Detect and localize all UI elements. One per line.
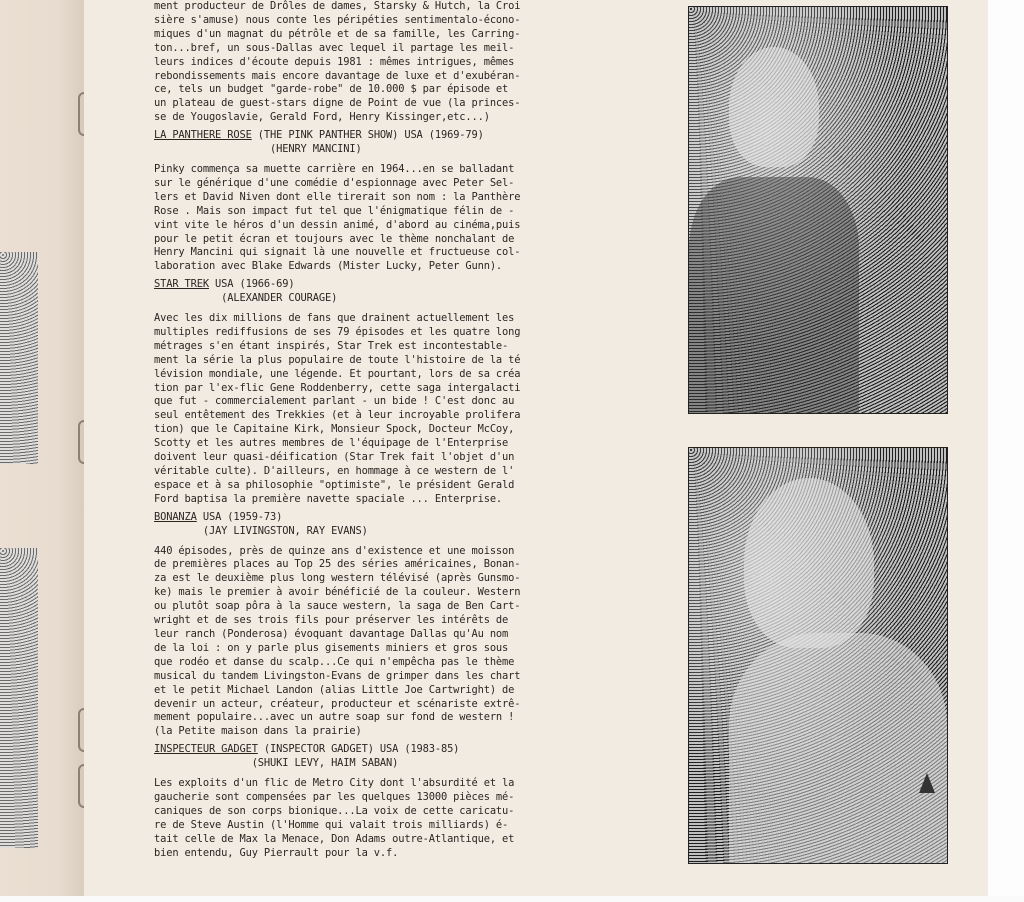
spock-photo	[688, 6, 948, 414]
text-line: véritable culte). D'ailleurs, en hommage à ce western de l'	[154, 465, 515, 477]
composer-line	[154, 757, 654, 771]
composer-indent	[154, 143, 270, 155]
series-meta: (THE PINK PANTHER SHOW) USA (1969-79)	[251, 129, 484, 142]
entry-body	[154, 312, 654, 507]
text-line: un plateau de guest-stars digne de Point de vue (la princes-	[154, 97, 521, 110]
photo-subject	[729, 47, 819, 167]
composer-indent	[154, 292, 221, 304]
entry-heading	[154, 511, 654, 539]
composer-line	[154, 525, 654, 539]
text-line: za est le deuxième plus long western télévisé (après Gunsmo-	[154, 572, 521, 585]
text-line: doivent leur quasi-déification (Star Trek fait l'objet d'un	[154, 451, 515, 464]
text-line: Ford baptisa la première navette spaciale ... Enterprise.	[154, 492, 503, 505]
series-title: STAR TREK	[154, 278, 209, 291]
text-line: que rodéo et danse du scalp...Ce qui n'empêcha pas le thème	[154, 655, 515, 668]
text-line: ce, tels un budget "garde-robe" de 10.000 $ par épisode et	[154, 83, 509, 96]
text-line: ke) mais le premier à avoir bénéficié de la couleur. Western	[154, 586, 521, 599]
text-line: laboration avec Blake Edwards (Mister Lucky, Peter Gunn).	[154, 260, 503, 273]
text-line: rebondissements mais encore davantage de luxe et d'exubéran-	[154, 69, 521, 82]
photo-subject	[729, 633, 947, 863]
text-line: caniques de son corps bionique...La voix de cette caricatu-	[154, 804, 515, 817]
text-line: bien entendu, Guy Pierrault pour la v.f.	[154, 846, 399, 859]
text-line: leur ranch (Ponderosa) évoquant davantage Dallas qu'Au nom	[154, 627, 509, 640]
left-page-photo	[0, 252, 38, 464]
kirk-photo	[688, 447, 948, 864]
series-meta: (INSPECTOR GADGET) USA (1983-85)	[257, 743, 460, 756]
text-line: ment la série la plus populaire de toute l'histoire de la té	[154, 353, 521, 366]
text-line: de premières places au Top 25 des séries américaines, Bonan-	[154, 558, 521, 571]
text-line: sière s'amuse) nous conte les péripéties sentimentalo-écono-	[154, 13, 521, 26]
text-line: Henry Mancini qui signait là une nouvelle et fructueuse col-	[154, 246, 521, 259]
text-line: lers et David Niven dont elle tirerait son nom : la Panthère	[154, 190, 521, 203]
composer-indent	[154, 525, 203, 537]
series-title: LA PANTHERE ROSE	[154, 129, 252, 142]
left-page-photo	[0, 548, 38, 848]
intro-paragraph	[154, 0, 654, 125]
starfleet-badge-icon	[919, 773, 935, 793]
photo-subject	[744, 478, 874, 648]
article-text	[154, 0, 654, 860]
text-line: wright et de ses trois fils pour préserver les intérêts de	[154, 614, 509, 627]
entry-heading	[154, 278, 654, 306]
series-title: INSPECTEUR GADGET	[154, 743, 258, 756]
series-entries	[154, 129, 654, 860]
photo-subject	[689, 177, 859, 413]
text-line: ton...bref, un sous-Dallas avec lequel il partage les meil-	[154, 41, 515, 54]
text-line: vint vite le héros d'un dessin animé, d'abord au cinéma,puis	[154, 218, 521, 231]
text-line: seul entêtement des Trekkies (et à leur incroyable prolifera	[154, 409, 521, 422]
background	[0, 896, 1024, 902]
composer-name: (ALEXANDER COURAGE)	[221, 292, 338, 305]
entry-body	[154, 777, 654, 860]
series-meta: USA (1966-69)	[208, 278, 295, 291]
text-line: ment producteur de Drôles de dames, Starsky & Hutch, la Croi	[154, 0, 521, 12]
background	[988, 0, 1024, 902]
text-line: miques d'un magnat du pétrôle et de sa famille, les Carring-	[154, 27, 521, 40]
text-line: leurs indices d'écoute depuis 1981 : mêmes intrigues, mêmes	[154, 55, 515, 68]
text-line: tait celle de Max la Menace, Don Adams outre-Atlantique, et	[154, 832, 515, 845]
entry-body	[154, 545, 654, 740]
text-line: Scotty et les autres membres de l'équipage de l'Enterprise	[154, 437, 509, 450]
text-line: devenir un acteur, créateur, producteur et scénariste extrê-	[154, 697, 521, 710]
text-line: de la loi : on y parle plus gisements miniers et gros sous	[154, 641, 509, 654]
text-line: pour le petit écran et toujours avec le thème nonchalant de	[154, 232, 515, 245]
text-line: Rose . Mais son impact fut tel que l'énigmatique félin de -	[154, 204, 515, 217]
text-line: musical du tandem Livingston-Evans de grimper dans les chart	[154, 669, 521, 682]
text-line: 440 épisodes, près de quinze ans d'existence et une moisson	[154, 544, 515, 557]
entry-body	[154, 163, 654, 274]
text-line: que fut - commercialement parlant - un bide ! C'est donc au	[154, 395, 515, 408]
text-line: re de Steve Austin (l'Homme qui valait trois milliards) é-	[154, 818, 509, 831]
text-line: tion par l'ex-flic Gene Roddenberry, cette saga intergalacti	[154, 381, 521, 394]
series-meta: USA (1959-73)	[196, 510, 283, 523]
series-title: BONANZA	[154, 510, 197, 523]
text-line: ou plutôt soap pôra à la sauce western, la saga de Ben Cart-	[154, 600, 521, 613]
text-line: sur le générique d'une comédie d'espionnage avec Peter Sel-	[154, 176, 515, 189]
text-line: (la Petite maison dans la prairie)	[154, 725, 362, 738]
text-line: Pinky commença sa muette carrière en 1964...en se balladant	[154, 162, 515, 175]
composer-line	[154, 292, 654, 306]
text-line: espace et à sa philosophie "optimiste", le président Gerald	[154, 478, 515, 491]
text-line: tion) que le Capitaine Kirk, Monsieur Spock, Docteur McCoy,	[154, 423, 515, 436]
left-page	[0, 0, 85, 896]
text-line: gaucherie sont compensées par les quelques 13000 pièces mé-	[154, 790, 515, 803]
text-line: lévision mondiale, une légende. Et pourtant, lors de sa créa	[154, 367, 521, 380]
text-line: Avec les dix millions de fans que drainent actuellement les	[154, 312, 515, 325]
text-line: Les exploits d'un flic de Metro City dont l'absurdité et la	[154, 777, 515, 790]
composer-line	[154, 143, 654, 157]
entry-heading	[154, 129, 654, 157]
text-line: et le petit Michael Landon (alias Little Joe Cartwright) de	[154, 683, 515, 696]
entry-heading	[154, 743, 654, 771]
composer-name: (SHUKI LEVY, HAIM SABAN)	[251, 757, 399, 770]
text-line: métrages s'en étant inspirés, Star Trek est incontestable-	[154, 339, 509, 352]
composer-name: (JAY LIVINGSTON, RAY EVANS)	[202, 524, 368, 537]
text-line: mement populaire...avec un autre soap sur fond de western !	[154, 711, 515, 724]
text-line: se de Yougoslavie, Gerald Ford, Henry Kissinger,etc...)	[154, 111, 490, 124]
text-line: multiples rediffusions de ses 79 épisodes et les quatre long	[154, 325, 521, 338]
composer-indent	[154, 757, 252, 769]
composer-name: (HENRY MANCINI)	[270, 143, 362, 156]
